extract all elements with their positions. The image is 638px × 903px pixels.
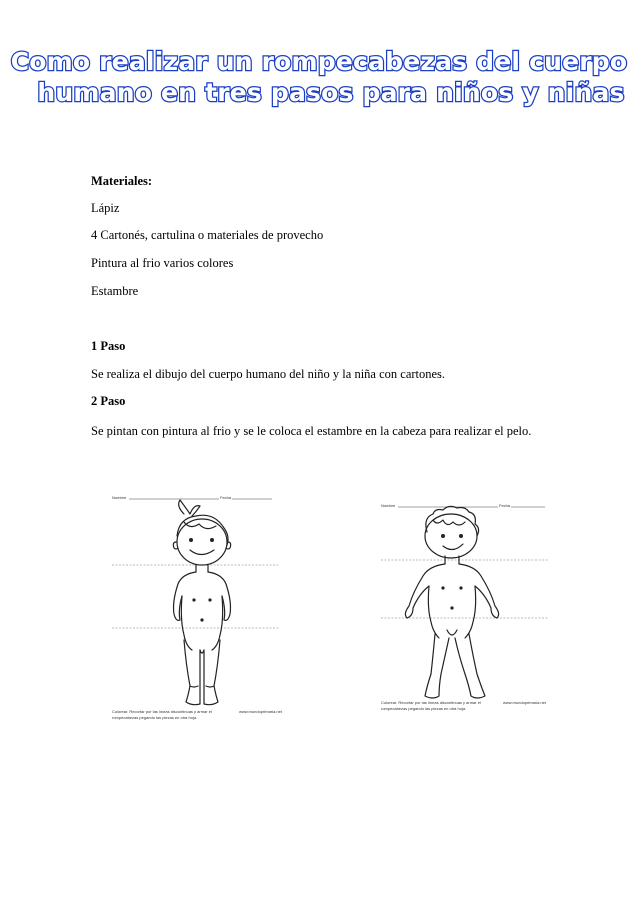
step-text: Se realiza el dibujo del cuerpo humano del niño y la niña con cartones.: [91, 367, 446, 381]
step-heading: 1 Paso: [91, 339, 126, 353]
site-label: www.mundoprimaria.net: [239, 709, 282, 714]
materials-heading: Materiales:: [91, 174, 153, 188]
name-label: Nombre: [112, 495, 127, 500]
date-label: Fecha: [499, 503, 511, 508]
caption-line-2: rompecabezas pegando las piezas en otra hoja.: [381, 706, 467, 711]
material-item: 4 Cartonés, cartulina o materiales de provecho: [91, 228, 324, 242]
caption-line-2: rompecabezas pegando las piezas en otra hoja.: [112, 715, 198, 720]
girl-puzzle-figure: [104, 490, 284, 722]
title-line-1: Como realizar un rompecabezas del cuerpo: [10, 47, 628, 76]
caption-line-1: Colorear. Recortar por las líneas discontinuas y armar el: [381, 700, 481, 705]
step-text: Se pintan con pintura al frio y se le coloca el estambre en la cabeza para realizar el pelo.: [91, 424, 532, 438]
title-line-2: humano en tres pasos para niños y niñas: [37, 78, 625, 107]
boy-puzzle-figure: [373, 498, 553, 716]
site-label: www.mundoprimaria.net: [503, 700, 546, 705]
page-title: [0, 46, 638, 108]
step-heading: 2 Paso: [91, 394, 126, 408]
material-item: Pintura al frio varios colores: [91, 256, 234, 270]
material-item: Estambre: [91, 284, 139, 298]
girl-drawing: [104, 490, 284, 722]
name-label: Nombre: [381, 503, 396, 508]
boy-drawing: [373, 498, 553, 716]
caption-line-1: Colorear. Recortar por las líneas discontinuas y armar el: [112, 709, 212, 714]
date-label: Fecha: [220, 495, 232, 500]
material-item: Lápiz: [91, 201, 120, 215]
